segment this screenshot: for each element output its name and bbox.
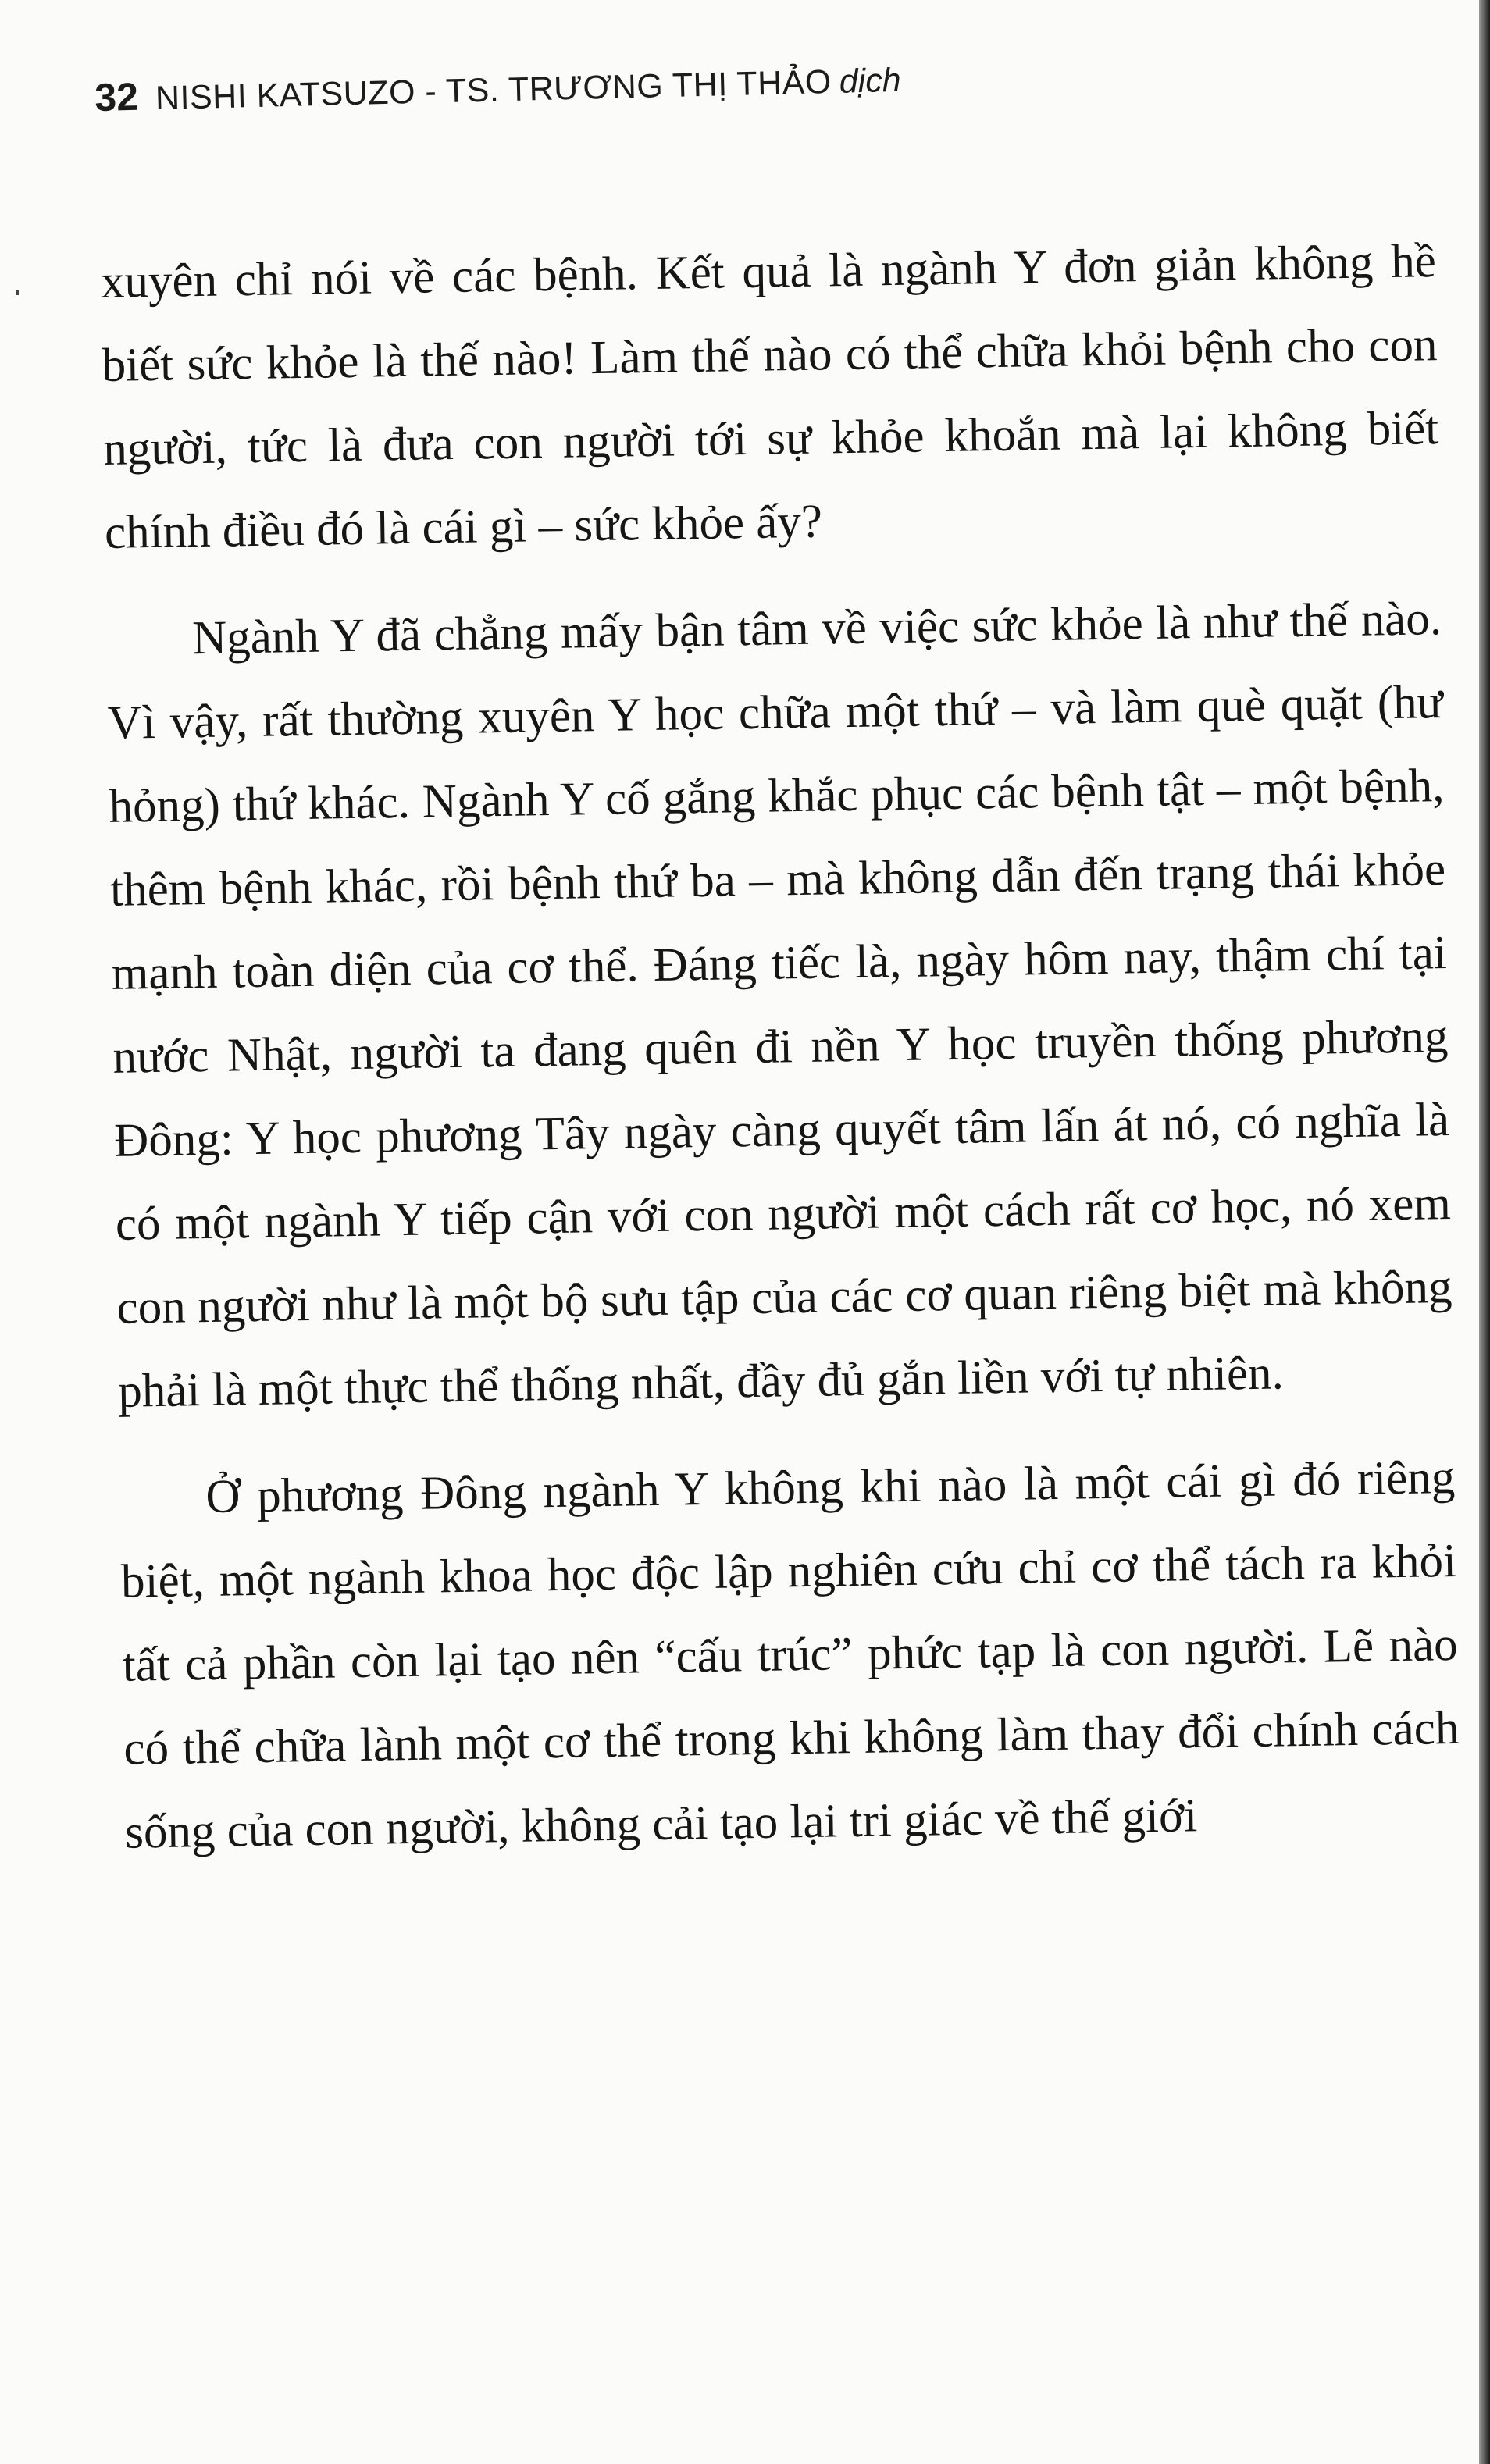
stray-ink-mark: [16, 290, 19, 295]
author-translator-line: NISHI KATSUZO - TS. TRƯƠNG THỊ THẢO: [155, 62, 832, 118]
paragraph: Ngành Y đã chẳng mấy bận tâm về việc sức khỏe là như thế nào. Vì vậy, rất thường xuyên Y học chữa một thứ – và làm què quặt (hư hỏng) thứ khác. Ngành Y cố gắng khắc phục các bệnh tật – một bệnh, thêm bệnh khác, rồi bệnh thứ ba – mà không dẫn đến trạng thái khỏe mạnh toàn diện của cơ thể. Đáng tiếc là, ngày hôm nay, thậm chí tại nước Nhật, người ta đang quên đi nền Y học truyền thống phương Đông: Y học phương Tây ngày càng quyết tâm lấn át nó, có nghĩa là có một ngành Y tiếp cận với con người một cách rất cơ học, nó xem con người như là một bộ sưu tập của các cơ quan riêng biệt mà không phải là một thực thể thống nhất, đầy đủ gắn liền với tự nhiên.: [107, 593, 1453, 1418]
paragraph: Ở phương Đông ngành Y không khi nào là một cái gì đó riêng biệt, một ngành khoa học độc lập nghiên cứu chỉ cơ thể tách ra khỏi tất cả phần còn lại tạo nên “cấu trúc” phức tạp là con người. Lẽ nào có thể chữa lành một cơ thể trong khi không làm thay đổi chính cách sống của con người, không cải tạo lại tri giác về thế giới: [120, 1451, 1460, 1859]
page-edge-shadow: [1479, 0, 1490, 2464]
paragraph-continued: xuyên chỉ nói về các bệnh. Kết quả là ngành Y đơn giản không hề biết sức khỏe là thế nào! Làm thế nào có thể chữa khỏi bệnh cho con người, tức là đưa con người tới sự khỏe khoắn mà lại không biết chính điều đó là cái gì – sức khỏe ấy?: [100, 235, 1439, 559]
body-text: [100, 213, 1461, 1875]
page-number: 32: [94, 74, 139, 119]
translator-role: dịch: [839, 61, 902, 101]
running-header: [94, 44, 1385, 161]
